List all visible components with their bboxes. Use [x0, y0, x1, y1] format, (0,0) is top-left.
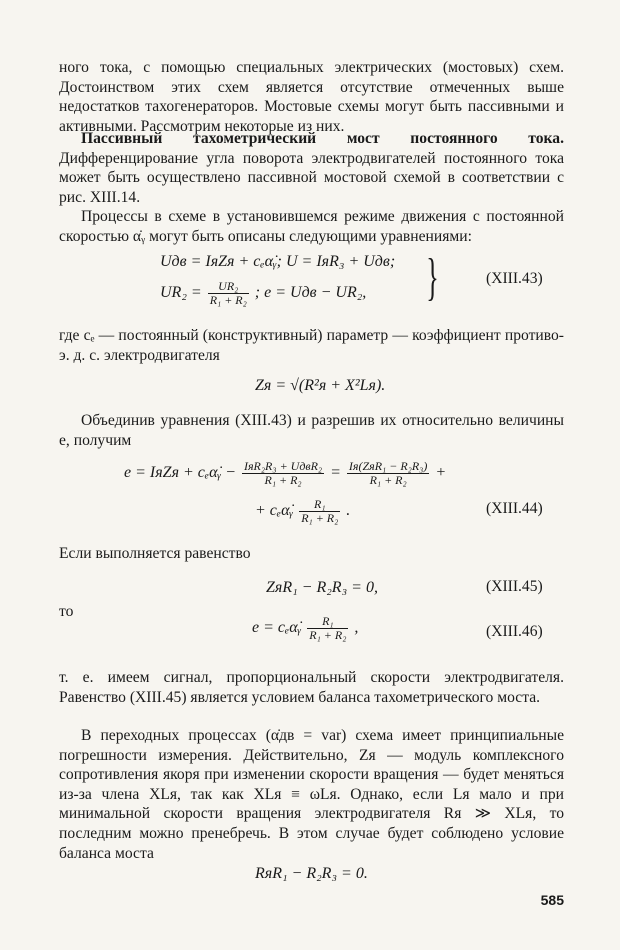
fraction-46-num: R₁ [322, 614, 334, 628]
equation-z-impedance: Zя = √(R²я + X²Lя). [255, 377, 386, 394]
fraction-ur2 [208, 280, 249, 307]
equation-44-equals: = [330, 464, 341, 482]
equation-46-label: (XIII.46) [486, 623, 543, 640]
equation-46 [252, 615, 358, 642]
right-brace: } [426, 249, 439, 306]
equation-final-balance: RяR₁ − R₂R₃ = 0. [255, 865, 368, 882]
paragraph-if-equality: Если выполняется равенство [59, 545, 251, 562]
fraction-44-c-num: R₁ [313, 497, 326, 511]
fraction-44-b [347, 460, 429, 487]
equation-43-line2-rhs: ; e = Uдв − UR₂, [254, 284, 367, 302]
paragraph-intro: ного тока, с помощью специальных электрических (мостовых) схем. Достоинством этих схем является отсутствие отмеченных выше недостатков тахогенераторов. Мостовые схемы могут быть пассивными и активными. Рассмотрим некоторые из них. [59, 59, 564, 135]
paragraph-combining: Объединив уравнения (XIII.43) и разрешив их относительно величины e, получим [59, 412, 564, 449]
equation-45-label: (XIII.45) [486, 578, 543, 595]
equation-45: ZяR₁ − R₂R₃ = 0, [266, 579, 378, 596]
fraction-44-a-num: IяR₂R₃ + UдвR₂ [243, 459, 323, 473]
paragraph-where-text: где cₑ — постоянный (конструктивный) параметр — коэффициент противо-э. д. с. электродвигателя [59, 327, 564, 364]
fraction-ur2-num: UR₂ [218, 279, 239, 293]
fraction-44-a-den: R₁ + R₂ [242, 473, 324, 487]
equation-44-line2-lhs: + cₑα̇ᵧ [255, 502, 294, 520]
equation-44-label: (XIII.44) [486, 500, 543, 517]
equation-44-dot: . [346, 502, 351, 520]
equation-43-line1: Uдв = IяZя + cₑα̇ᵧ; U = IяR₃ + Uдв; [160, 253, 396, 270]
fraction-ur2-den: R₁ + R₂ [209, 293, 247, 307]
page-number: 585 [540, 892, 564, 908]
section-heading: Пассивный тахометрический мост постоянного тока. [81, 130, 564, 147]
paragraph-passive-bridge-body: Дифференцирование угла поворота электродвигателей постоянного тока может быть осуществлено пассивной мостовой схемой в соответствии с рис. XIII.14. [59, 149, 564, 206]
fraction-44-c [299, 498, 340, 525]
paragraph-transient: В переходных процессах (α̇дв = var) схема имеет принципиальные погрешности измерения. Действительно, Zя — модуль комплексного сопротивления якоря при изменении скорости вращения — будет меняться из-за члена XLя, так как XLя ≡ ωLя. Однако, если Lя мало и при минимальной скорости вращения электродвигателя Rя ≫ XLя, то последним можно пренебречь. В этом случае будет соблюдено условие баланса моста [59, 727, 564, 862]
equation-44-line2 [255, 498, 350, 525]
equation-43-label: (XIII.43) [486, 270, 543, 287]
fraction-44-c-den: R₁ + R₂ [301, 511, 339, 525]
equation-43-line2-lhs: UR₂ = [160, 284, 202, 302]
fraction-46-den: R₁ + R₂ [309, 628, 347, 642]
fraction-44-a [242, 460, 324, 487]
fraction-44-b-den: R₁ + R₂ [347, 473, 429, 487]
paragraph-signal: т. е. имеем сигнал, пропорциональный скорости электродвигателя. Равенство (XIII.45) является условием баланса тахометрического моста. [59, 669, 564, 706]
paragraph-processes: Процессы в схеме в установившемся режиме движения с постоянной скоростью α̇ᵧ могут быть описаны следующими уравнениями: [59, 208, 564, 245]
equation-46-lhs: e = cₑα̇ᵧ [252, 619, 302, 637]
equation-44-plus: + [435, 464, 447, 482]
equation-44-lhs: e = IяZя + cₑα̇ᵧ − [124, 464, 236, 482]
equation-44-line1 [124, 460, 446, 487]
equation-46-comma: , [354, 619, 359, 637]
paragraph-passive-bridge [59, 129, 564, 207]
fraction-44-b-num: Iя(ZяR₁ − R₂R₃) [348, 459, 428, 473]
paragraph-then: то [59, 603, 74, 620]
paragraph-where [59, 326, 564, 365]
equation-43-line2 [160, 280, 366, 307]
fraction-46 [307, 615, 348, 642]
